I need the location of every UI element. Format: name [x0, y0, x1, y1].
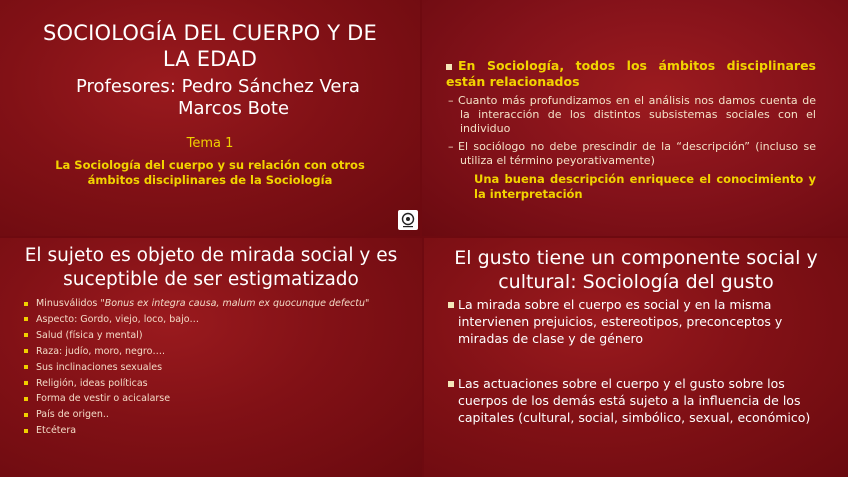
- sub-point-text: Cuanto más profundizamos en el análisis nos damos cuenta de la interacción de los distintos subsistemas sociales con el individuo: [458, 94, 816, 135]
- slide3-title: El sujeto es objeto de mirada social y es suceptible de ser estigmatizado: [24, 245, 398, 290]
- bullet-icon: [446, 64, 452, 70]
- bullet-icon: [24, 381, 28, 385]
- list-item: [24, 328, 404, 344]
- list-item: [24, 312, 404, 328]
- sub-point: – El sociólogo no debe prescindir de la “descripción” (incluso se utiliza el término peyorativamente): [448, 140, 816, 167]
- list-item: [24, 296, 404, 312]
- bullet-icon: [24, 302, 28, 306]
- list-item-text: Las actuaciones sobre el cuerpo y el gusto sobre los cuerpos de los demás está sujeto a la influencia de los capitales (cultural, social, simbólico, sexual, económico): [458, 376, 811, 425]
- professors: [10, 76, 410, 120]
- university-logo-icon: [398, 210, 418, 230]
- list-item-text: Etcétera: [36, 425, 77, 437]
- list-item-text: Salud (física y mental): [36, 329, 143, 341]
- professors-line1: Profesores: Pedro Sánchez Vera: [76, 76, 360, 97]
- list-item: [24, 391, 404, 407]
- main-point: [446, 58, 816, 90]
- emphasis-text: Una buena descripción enriquece el conocimiento y la interpretación: [474, 172, 816, 201]
- bullet-icon: [24, 413, 28, 417]
- list-item-quote: "Bonus ex integra causa, malum ex quocunque defectu": [100, 298, 370, 309]
- bullet-icon: [448, 302, 454, 308]
- list-item: [24, 376, 404, 392]
- stigma-list: [24, 296, 404, 439]
- slide2-body: [446, 58, 816, 202]
- slide-taste[interactable]: [424, 238, 848, 477]
- list-item-text: Minusválidos: [36, 298, 101, 309]
- slide1-subtitle: [10, 158, 410, 188]
- list-item-text: Raza: judío, moro, negro….: [36, 345, 165, 357]
- bullet-icon: [24, 349, 28, 353]
- slide1-subtitle-line2: ámbitos disciplinares de la Sociología: [87, 173, 333, 187]
- bullet-icon: [448, 381, 454, 387]
- list-item: [448, 296, 828, 347]
- slide-title[interactable]: [0, 0, 420, 236]
- slide-stigma[interactable]: [0, 238, 422, 477]
- professors-line2: Marcos Bote: [178, 98, 290, 119]
- list-item: [24, 407, 404, 423]
- slide4-title: El gusto tiene un componente social y cultural: Sociología del gusto: [454, 247, 818, 293]
- slide1-title-line1: SOCIOLOGÍA DEL CUERPO Y DE: [43, 21, 377, 45]
- slide1-title-line2: LA EDAD: [162, 47, 258, 71]
- list-item-text: País de origen..: [36, 409, 109, 421]
- bullet-icon: [24, 365, 28, 369]
- list-item: [24, 423, 404, 439]
- list-item-text: Religión, ideas políticas: [36, 377, 148, 389]
- list-item-text: La mirada sobre el cuerpo es social y en la misma intervienen prejuicios, estereotipos, preconceptos y miradas de clase y de género: [458, 297, 783, 346]
- tema-label: Tema 1: [186, 136, 234, 151]
- main-point-text: En Sociología, todos los ámbitos disciplinares están relacionados: [446, 58, 816, 89]
- list-item-text: Forma de vestir o acicalarse: [36, 393, 171, 405]
- list-item: [448, 375, 828, 426]
- slide1-subtitle-line1: La Sociología del cuerpo y su relación con otros: [55, 158, 365, 172]
- bullet-icon: [24, 333, 28, 337]
- list-item-text: Aspecto: Gordo, viejo, loco, bajo…: [36, 313, 200, 325]
- bullet-icon: [24, 317, 28, 321]
- list-item: [24, 344, 404, 360]
- slide4-body: [448, 296, 828, 426]
- bullet-icon: [24, 397, 28, 401]
- list-item-text: Sus inclinaciones sexuales: [36, 361, 163, 373]
- sub-point-text: El sociólogo no debe prescindir de la “descripción” (incluso se utiliza el término peyorativamente): [458, 140, 816, 167]
- sub-point: – Cuanto más profundizamos en el análisis nos damos cuenta de la interacción de los distintos subsistemas sociales con el individuo: [448, 94, 816, 135]
- list-item: [24, 360, 404, 376]
- bullet-icon: [24, 429, 28, 433]
- slide1-title: [10, 20, 410, 72]
- slide-disciplines[interactable]: [422, 0, 848, 236]
